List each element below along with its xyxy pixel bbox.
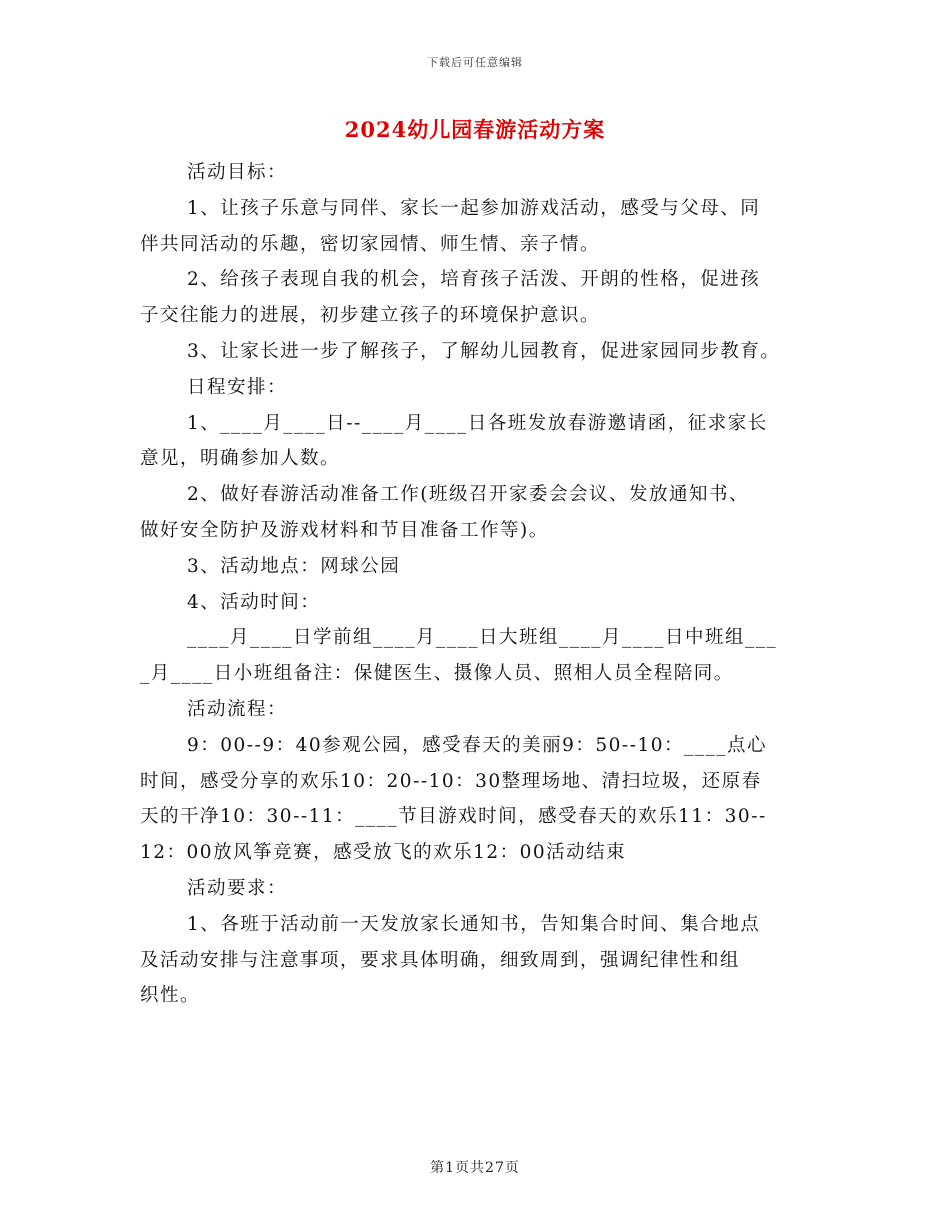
paragraph-line: 2、做好春游活动准备工作(班级召开家委会会议、发放通知书、 [187,484,749,506]
paragraph-line: 织性。 [140,985,201,1007]
paragraph-line: 做好安全防护及游戏材料和节目准备工作等)。 [140,519,549,541]
document-body [140,155,820,1014]
paragraph-line: 子交往能力的进展，初步建立孩子的环境保护意识。 [140,305,601,327]
paragraph-line: 12：00放风筝竞赛，感受放飞的欢乐12：00活动结束 [140,842,627,864]
section-heading-requirements: 活动要求： [187,877,288,899]
paragraph-line: 3、活动地点：网球公园 [187,555,401,577]
paragraph-line: 伴共同活动的乐趣，密切家园情、师生情、亲子情。 [140,233,601,255]
paragraph-line: 4、活动时间： [187,591,321,613]
paragraph-line: 天的干净10：30--11：____节目游戏时间，感受春天的欢乐11：30-- [140,806,767,828]
paragraph-line: 及活动安排与注意事项，要求具体明确，细致周到，强调纪律性和组 [140,949,741,971]
paragraph-line: 3、让家长进一步了解孩子，了解幼儿园教育，促进家园同步教育。 [187,340,781,362]
section-heading-process: 活动流程： [187,698,288,720]
section-heading-goals: 活动目标： [187,162,288,183]
paragraph-line: 意见，明确参加人数。 [140,448,341,470]
paragraph-line: 时间，感受分享的欢乐10：20--10：30整理场地、清扫垃圾，还原春 [140,770,762,792]
paragraph-line: 1、各班于活动前一天发放家长通知书，告知集合时间、集合地点 [187,913,761,935]
paragraph-line: 1、让孩子乐意与同伴、家长一起参加游戏活动，感受与父母、同 [187,197,761,219]
page-number: 第1页共27页 [430,1160,520,1176]
paragraph-line: 9：00--9：40参观公园，感受春天的美丽9：50--10：____点心 [187,734,767,756]
section-heading-schedule: 日程安排： [187,376,288,398]
paragraph-line: ____月____日学前组____月____日大班组____月____日中班组___ [187,627,778,649]
document-title: 2024幼儿园春游活动方案 [344,117,606,142]
paragraph-line: 1、____月____日--____月____日各班发放春游邀请函，征求家长 [187,412,768,434]
header-note: 下载后可任意编辑 [427,56,523,69]
paragraph-line: 2、给孩子表现自我的机会，培育孩子活泼、开朗的性格，促进孩 [187,269,761,291]
paragraph-line: _月____日小班组备注：保健医生、摄像人员、照相人员全程陪同。 [140,663,734,685]
